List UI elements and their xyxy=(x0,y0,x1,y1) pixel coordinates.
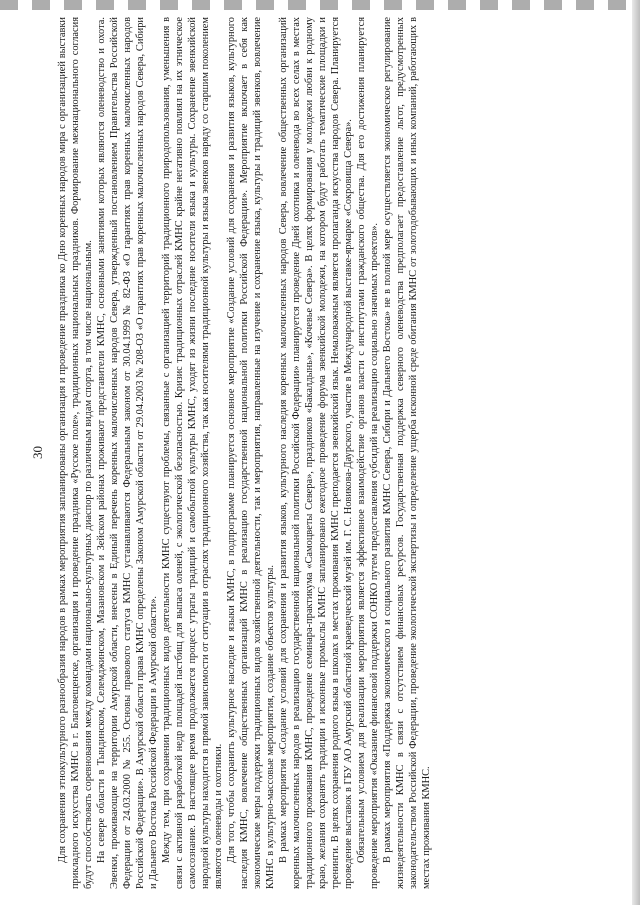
document-page xyxy=(30,10,630,895)
scan-top-border xyxy=(0,0,632,10)
paragraph: Между тем, при сохранении традиционных видов деятельности КМНС существуют проблемы, связанные с организацией территорий традиционного природопользования, уменьшения в связи с активной разработкой недр площадей пастбищ для выпаса оленей, с экологической безопасностью. Кризис традиционных отраслей КМНС крайне негативно повлиял на их этническое самосознание. В настоящее время продолжается процесс утраты традиций и самобытной культуры КМНС, уходят из жизни последние носители языка и культуры. Сохранение эвенкийской народной культуры находится в прямой зависимости от ситуации в отраслях традиционного хозяйства, так как носителями традиционной культуры и языка эвенков наряду со старшим поколением являются оленеводы и охотники. xyxy=(161,17,224,889)
document-body xyxy=(56,17,433,889)
paragraph: В рамках мероприятия «Поддержка экономического и социального развития КМНС Севера, Сибири и Дальнего Востока» не в полной мере осуществляется экономическое регулирование жизнедеятельности КМНС в связи с отсутствием финансовых ресурсов. Государственная поддержка северного оленеводства предполагает предоставление льгот, предусмотренных законодательством Российской Федерации, проведение экологической экспертизы и определение ущерба исконной среде обитания КМНС от золотодобывающих и иных компаний, работающих в местах проживания КМНС. xyxy=(382,17,432,889)
paragraph: В рамках мероприятия «Создание условий для сохранения и развития языков, культурного наследия коренных малочисленных народов Севера, вовлечение общественных организаций коренных малочисленных народов в реализацию государственной национальной политики Российской Федерации» планируется проведение Дней охотника и оленевода во всех селах в местах традиционного проживания КМНС, проведение семинара-практикума «Самоцветы Севера», праздников «Бакалдынь», «Кочевье Севера». В целях формирования у молодежи любви к родному краю, желания сохранять традиции и исконные промыслы КМНС запланировано ежегодное проведение форума эвенкийской молодежи, на котором будут работать тематические площадки и тренинги. В целях сохранения родного языка в школах в местах проживания КМНС преподается эвенкийский язык. Немаловажным является пропаганда искусства народов Севера. Планируется проведение выставок в ГБУ АО Амурский областной краеведческий музей им. Г. С. Новикова-Даурского, участие в Международной выставке-ярмарке «Сокровища Севера». xyxy=(278,17,354,889)
paragraph: На севере области в Тындинском, Селемджинском, Мазановском и Зейском районах проживают представители КМНС, основными занятиями которых являются оленеводство и охота. Эвенки, проживающие на территории Амурской области, внесены в Единый перечень коренных малочисленных народов Севера, утвержденный постановлением Правительства Российской Федерации от 24.03.2000 № 255. Основы правового статуса КМНС устанавливаются Федеральным законом от 30.04.1999 № 82-ФЗ «О гарантиях прав коренных малочисленных народов Российской Федерации». В Амурской области права КМНС определены Законом Амурской области от 29.04.2003 № 208-ОЗ «О гарантиях прав коренных малочисленных народов Севера, Сибири и Дальнего Востока Российской Федерации в Амурской области». xyxy=(96,17,159,889)
paragraph: Для сохранения этнокультурного разнообразия народов в рамках мероприятия запланированы организация и проведение праздника ко Дню коренных народов мира с организацией выставки прикладного искусства КМНС в г. Благовещенске, организация и проведение праздника «Русское поле», традиционных национальных праздников. Формирование межнационального согласия будут способствовать соревнования между командами национально-культурных диаспор по различным видам спорта, в том числе национальным. xyxy=(57,17,94,889)
paragraph: Обязательным условием для реализации мероприятия является эффективное взаимодействие органов власти с институтами гражданского общества. Для его достижения планируется проведение мероприятия «Оказание финансовой поддержки СОНКО путем предоставления субсидий на реализацию социально значимых проектов». xyxy=(356,17,380,889)
page-number: 30 xyxy=(30,446,45,459)
scan-edge xyxy=(632,0,640,905)
paragraph: Для того, чтобы сохранить культурное наследие и языки КМНС, в подпрограмме планируется основное мероприятие «Создание условий для сохранения и развития языков, культурного наследия КМНС, вовлечение общественных организаций КМНС в реализацию государственной национальной политики Российской Федерации». Мероприятие включает в себя как экономические меры поддержки традиционных видов хозяйственной деятельности, так и мероприятия, направленные на изучение и сохранение языка, культуры и традиций эвенков, вовлечение КМНС в культурно-массовые мероприятия, создание объектов культуры. xyxy=(226,17,276,889)
